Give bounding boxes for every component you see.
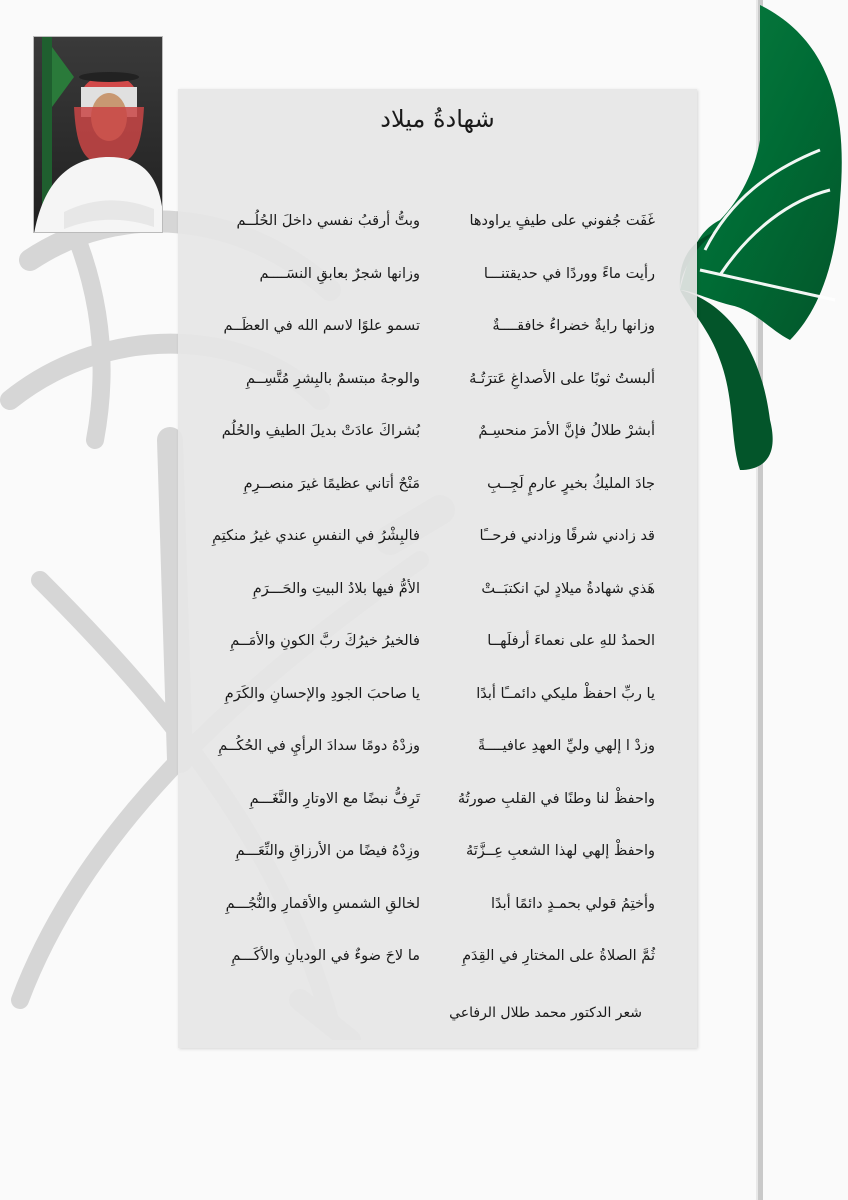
portrait-photo — [33, 36, 163, 233]
verse-first-half: أبشرْ طلالُ فإنَّ الأمرَ منحسِـمٌ — [478, 423, 655, 439]
verse-second-half: والوجهُ مبتسمٌ بالبِشرِ مُتَّسِــمِ — [245, 370, 420, 387]
verse-first-half: وزانها رايةٌ خضراءُ خافقــــةٌ — [492, 318, 655, 334]
verse-row — [178, 733, 697, 759]
verse-first-half: وأختِمُ قولي بحمـدٍ دائمًا أبدًا — [490, 895, 655, 912]
verse-first-half: غَفَت جُفوني على طيفٍ يراودها — [469, 213, 655, 229]
verse-row — [178, 523, 697, 549]
verse-row — [178, 838, 697, 864]
verse-second-half: وزانها شجرٌ بعابقِ النسَــــم — [259, 265, 420, 282]
verse-second-half: مَنْحٌ أتاني عظيمًا غيرَ منصــرِمِ — [243, 475, 420, 492]
verse-row — [178, 891, 697, 917]
verse-first-half: واحفظْ إلهي لهذا الشعبِ عِــزَّتَهُ — [465, 843, 655, 859]
verse-row — [178, 313, 697, 339]
verse-row — [178, 786, 697, 812]
poem-card — [178, 89, 697, 1048]
verse-first-half: يا ربِّ احفظْ مليكي دائمــًا أبدًا — [476, 685, 655, 702]
verse-row — [178, 418, 697, 444]
verse-second-half: وبتُّ أرقبُ نفسي داخلَ الحُلُــم — [236, 213, 420, 229]
poet-credit: شعر الدكتور محمد طلال الرفاعي — [449, 1005, 642, 1021]
verse-first-half: وزدْ ا إلهي وليِّ العهدِ عافيــــةً — [477, 738, 655, 754]
verse-first-half: الحمدُ للهِ على نعماءَ أرفلَهــا — [487, 633, 655, 649]
verse-second-half: فالخيرُ خيرُكَ ربَّ الكونِ والأمَــمِ — [230, 633, 420, 649]
verse-second-half: تَرِفُّ نبضًا مع الاوتارِ والنَّغَـــمِ — [249, 790, 420, 807]
verse-first-half: ألبستُ ثوبًا على الأصداغِ عَترَتُـهُ — [469, 370, 655, 387]
verse-first-half: ثُمَّ الصلاةُ على المختارِ في القِدَمِ — [462, 948, 655, 964]
verse-row — [178, 208, 697, 234]
verse-first-half: هَذي شهادةُ ميلادٍ ليَ انكتبَــتْ — [481, 580, 655, 597]
verse-row — [178, 576, 697, 602]
man-in-shemagh-photo-icon — [34, 37, 163, 233]
verse-row — [178, 681, 697, 707]
verse-second-half: بُشراكَ عادَتْ بديلَ الطيفِ والحُلُم — [221, 423, 420, 439]
verse-first-half: جادَ المليكُ بخيرٍ عارمٍ لَجِــبِ — [487, 475, 655, 492]
poem-title: شهادةُ ميلاد — [380, 105, 495, 133]
verse-row — [178, 943, 697, 969]
verse-second-half: ما لاحَ ضوءٌ في الوديانِ والأكَـــمِ — [231, 948, 420, 964]
verse-second-half: الأمُّ فيها بلادُ البيتِ والحَـــرَمِ — [252, 580, 420, 597]
verse-first-half: قد زادني شرفًا وزادني فرحــًا — [479, 528, 655, 544]
verses-list — [178, 89, 697, 1048]
verse-second-half: لخالقِ الشمسِ والأقمارِ والنُّجُـــمِ — [225, 895, 420, 912]
verse-row — [178, 471, 697, 497]
verse-first-half: واحفظْ لنا وطنًا في القلبِ صورتُهُ — [457, 790, 655, 807]
verse-row — [178, 628, 697, 654]
verse-row — [178, 366, 697, 392]
verse-second-half: تسمو علوًا لاسم الله في العظَــم — [223, 318, 420, 334]
verse-second-half: فالبِشْرُ في النفسِ عندي غيرُ منكتِمِ — [212, 528, 420, 544]
verse-first-half: رأيت ماءً ووردًا في حديقتنـــا — [483, 265, 655, 282]
verse-second-half: وزِدْهُ فيضًا من الأرزاقِ والنِّعَـــمِ — [235, 843, 420, 859]
verse-second-half: وزدْهُ دومًا سدادَ الرأيِ في الحُكُــمِ — [218, 738, 420, 754]
verse-row — [178, 261, 697, 287]
verse-second-half: يا صاحبَ الجودِ والإحسانِ والكَرَمِ — [224, 685, 420, 702]
